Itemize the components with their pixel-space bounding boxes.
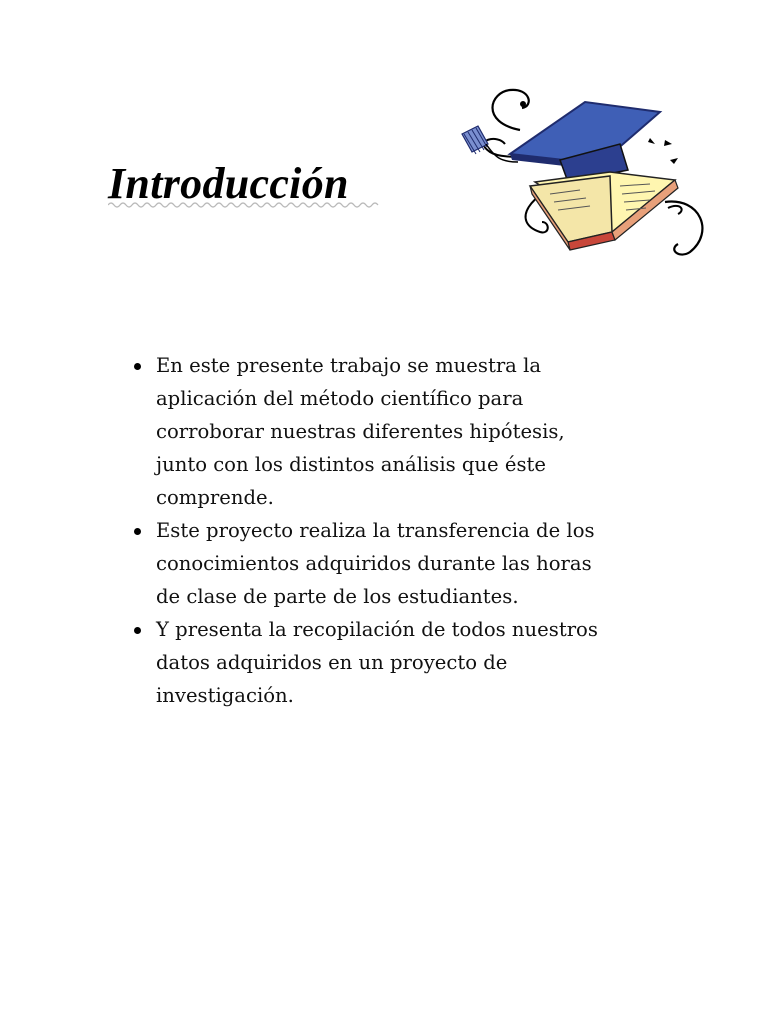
list-item <box>130 514 670 613</box>
list-item-line: de clase de parte de los estudiantes. <box>156 585 519 608</box>
list-item-line: conocimientos adquiridos durante las horas <box>156 552 592 575</box>
graduation-cap-and-book-icon <box>450 82 720 262</box>
bullet-icon <box>134 363 141 370</box>
list-item-line: datos adquiridos en un proyecto de <box>156 651 508 674</box>
bullet-list <box>130 349 670 712</box>
list-item <box>130 613 670 712</box>
list-item-line: investigación. <box>156 684 294 707</box>
bullet-icon <box>134 627 141 634</box>
list-item-line: junto con los distintos análisis que éste <box>156 453 546 476</box>
list-item <box>130 349 670 514</box>
list-item-line: En este presente trabajo se muestra la <box>156 354 542 377</box>
page-title: Introducción <box>108 159 349 208</box>
bullet-icon <box>134 528 141 535</box>
spellcheck-underline <box>108 200 380 210</box>
list-item-line: comprende. <box>156 486 274 509</box>
list-item-line: corroborar nuestras diferentes hipótesis, <box>156 420 565 443</box>
list-item-line: aplicación del método científico para <box>156 387 524 410</box>
list-item-line: Y presenta la recopilación de todos nuestros <box>156 618 598 641</box>
list-item-line: Este proyecto realiza la transferencia de los <box>156 519 595 542</box>
